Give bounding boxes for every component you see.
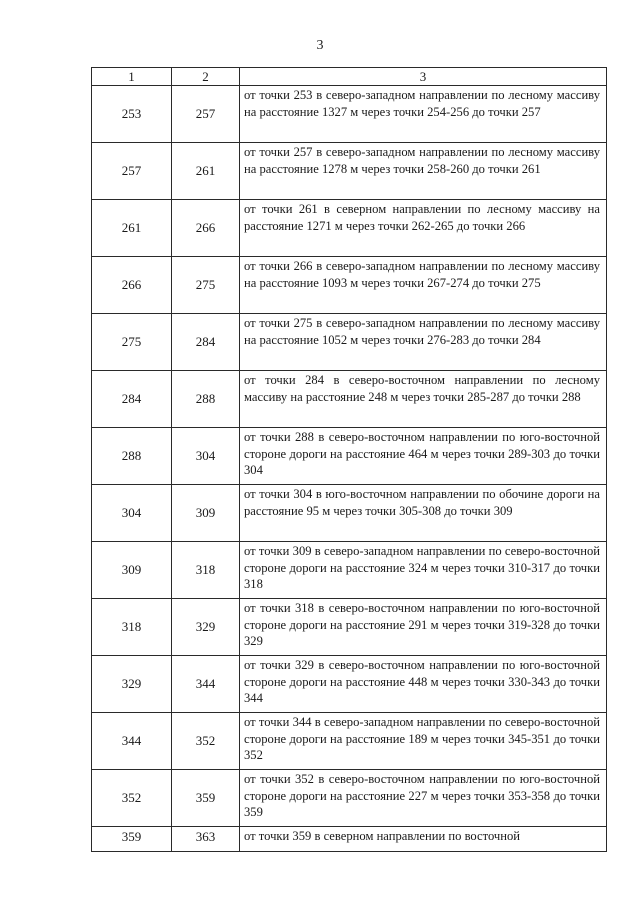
from-point: 359 (92, 827, 172, 852)
boundary-description: от точки 275 в северо-западном направлении по лесному массиву на расстояние 1052 м через точки 276-283 до точки 284 (240, 314, 607, 371)
from-point: 288 (92, 428, 172, 485)
to-point: 318 (172, 542, 240, 599)
table-header-row (92, 68, 607, 86)
from-point: 257 (92, 143, 172, 200)
table-row (92, 485, 607, 542)
boundary-description: от точки 261 в северном направлении по лесному массиву на расстояние 1271 м через точки 262-265 до точки 266 (240, 200, 607, 257)
column-header-description: 3 (240, 68, 607, 86)
to-point: 344 (172, 656, 240, 713)
table-row (92, 656, 607, 713)
boundary-description: от точки 359 в северном направлении по восточной (240, 827, 607, 852)
boundary-description: от точки 329 в северо-восточном направлении по юго-восточной стороне дороги на расстояние 448 м через точки 330-343 до точки 344 (240, 656, 607, 713)
to-point: 266 (172, 200, 240, 257)
to-point: 309 (172, 485, 240, 542)
from-point: 329 (92, 656, 172, 713)
to-point: 257 (172, 86, 240, 143)
to-point: 261 (172, 143, 240, 200)
from-point: 318 (92, 599, 172, 656)
boundary-description: от точки 284 в северо-восточном направлении по лесному массиву на расстояние 248 м через точки 285-287 до точки 288 (240, 371, 607, 428)
table-row (92, 599, 607, 656)
table-row (92, 86, 607, 143)
from-point: 344 (92, 713, 172, 770)
to-point: 304 (172, 428, 240, 485)
to-point: 329 (172, 599, 240, 656)
table-row (92, 542, 607, 599)
boundary-description: от точки 257 в северо-западном направлении по лесному массиву на расстояние 1278 м через точки 258-260 до точки 261 (240, 143, 607, 200)
boundary-description: от точки 304 в юго-восточном направлении по обочине дороги на расстояние 95 м через точки 305-308 до точки 309 (240, 485, 607, 542)
boundary-description-table (91, 67, 607, 852)
boundary-description: от точки 344 в северо-западном направлении по северо-восточной стороне дороги на расстояние 189 м через точки 345-351 до точки 352 (240, 713, 607, 770)
table-row (92, 827, 607, 852)
boundary-description: от точки 253 в северо-западном направлении по лесному массиву на расстояние 1327 м через точки 254-256 до точки 257 (240, 86, 607, 143)
boundary-description: от точки 352 в северо-восточном направлении по юго-восточной стороне дороги на расстояние 227 м через точки 353-358 до точки 359 (240, 770, 607, 827)
from-point: 309 (92, 542, 172, 599)
from-point: 261 (92, 200, 172, 257)
boundary-description: от точки 266 в северо-западном направлении по лесному массиву на расстояние 1093 м через точки 267-274 до точки 275 (240, 257, 607, 314)
table-row (92, 713, 607, 770)
column-header-to: 2 (172, 68, 240, 86)
table-row (92, 200, 607, 257)
from-point: 275 (92, 314, 172, 371)
to-point: 275 (172, 257, 240, 314)
table-row (92, 314, 607, 371)
table-row (92, 428, 607, 485)
table-row (92, 371, 607, 428)
table-row (92, 257, 607, 314)
from-point: 304 (92, 485, 172, 542)
page-number: 3 (316, 38, 324, 53)
table-row (92, 770, 607, 827)
to-point: 284 (172, 314, 240, 371)
boundary-description: от точки 288 в северо-восточном направлении по юго-восточной стороне дороги на расстояние 464 м через точки 289-303 до точки 304 (240, 428, 607, 485)
from-point: 266 (92, 257, 172, 314)
to-point: 288 (172, 371, 240, 428)
to-point: 359 (172, 770, 240, 827)
table-row (92, 143, 607, 200)
from-point: 284 (92, 371, 172, 428)
boundary-description: от точки 318 в северо-восточном направлении по юго-восточной стороне дороги на расстояние 291 м через точки 319-328 до точки 329 (240, 599, 607, 656)
to-point: 352 (172, 713, 240, 770)
from-point: 352 (92, 770, 172, 827)
from-point: 253 (92, 86, 172, 143)
column-header-from: 1 (92, 68, 172, 86)
boundary-description: от точки 309 в северо-западном направлении по северо-восточной стороне дороги на расстояние 324 м через точки 310-317 до точки 318 (240, 542, 607, 599)
to-point: 363 (172, 827, 240, 852)
